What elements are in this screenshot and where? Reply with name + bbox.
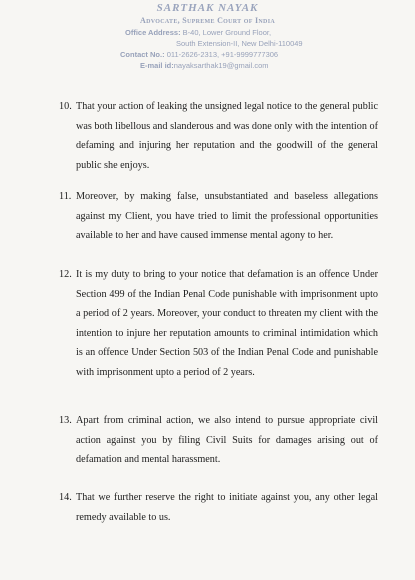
paragraph-text: That we further reserve the right to initiate against you, any other legal remedy available to us. bbox=[76, 492, 378, 523]
paragraph-text: Apart from criminal action, we also intend to pursue appropriate civil action against you by filing Civil Suits for damages arising out of defamation and mental harassment. bbox=[76, 415, 378, 465]
paragraph-number: 10. bbox=[59, 101, 72, 112]
contact-number bbox=[120, 50, 278, 59]
contact-value: 011-2626-2313, +91-9999777306 bbox=[166, 50, 279, 59]
office-address-line-2: South Extension-II, New Delhi-110049 bbox=[176, 39, 303, 48]
office-address-label: Office Address: bbox=[125, 28, 181, 37]
paragraph-number: 14. bbox=[59, 492, 72, 503]
paragraph-text: It is my duty to bring to your notice that defamation is an offence Under Section 499 of the Indian Penal Code punishable with imprisonment upto a period of 2 years. Moreover, your conduct to threaten my client with the intention to injure her reputation amounts to criminal intimidation which is an offence Under Section 503 of the Indian Penal Code and punishable with imprisonment upto a period of 2 years. bbox=[76, 269, 378, 378]
paragraph-text: That your action of leaking the unsigned legal notice to the general public was both libellous and slanderous and was done only with the intention of defaming and injuring her reputation and the goodwill of the general public she enjoys. bbox=[76, 101, 378, 171]
paragraph-11 bbox=[60, 187, 378, 246]
email-address bbox=[140, 61, 269, 70]
paragraph-number: 13. bbox=[59, 415, 72, 426]
contact-label: Contact No.: bbox=[120, 50, 165, 59]
paragraph-12 bbox=[60, 265, 378, 382]
office-address-line-1 bbox=[125, 28, 271, 37]
advocate-title: Advocate, Supreme Court of India bbox=[140, 16, 275, 25]
email-label: E-mail id: bbox=[140, 61, 174, 70]
office-address-value: B-40, Lower Ground Floor, bbox=[182, 28, 272, 37]
paragraph-text: Moreover, by making false, unsubstantiated and baseless allegations against my Client, you have tried to limit the professional opportunities available to her and have caused immense mental agony to her. bbox=[76, 191, 378, 241]
paragraph-13 bbox=[60, 411, 378, 470]
email-value: nayaksarthak19@gmail.com bbox=[173, 61, 269, 70]
paragraph-number: 12. bbox=[59, 269, 72, 280]
paragraph-10 bbox=[60, 97, 378, 175]
paragraph-number: 11. bbox=[59, 191, 72, 202]
paragraph-14 bbox=[60, 488, 378, 527]
advocate-name: SARTHAK NAYAK bbox=[156, 2, 259, 14]
